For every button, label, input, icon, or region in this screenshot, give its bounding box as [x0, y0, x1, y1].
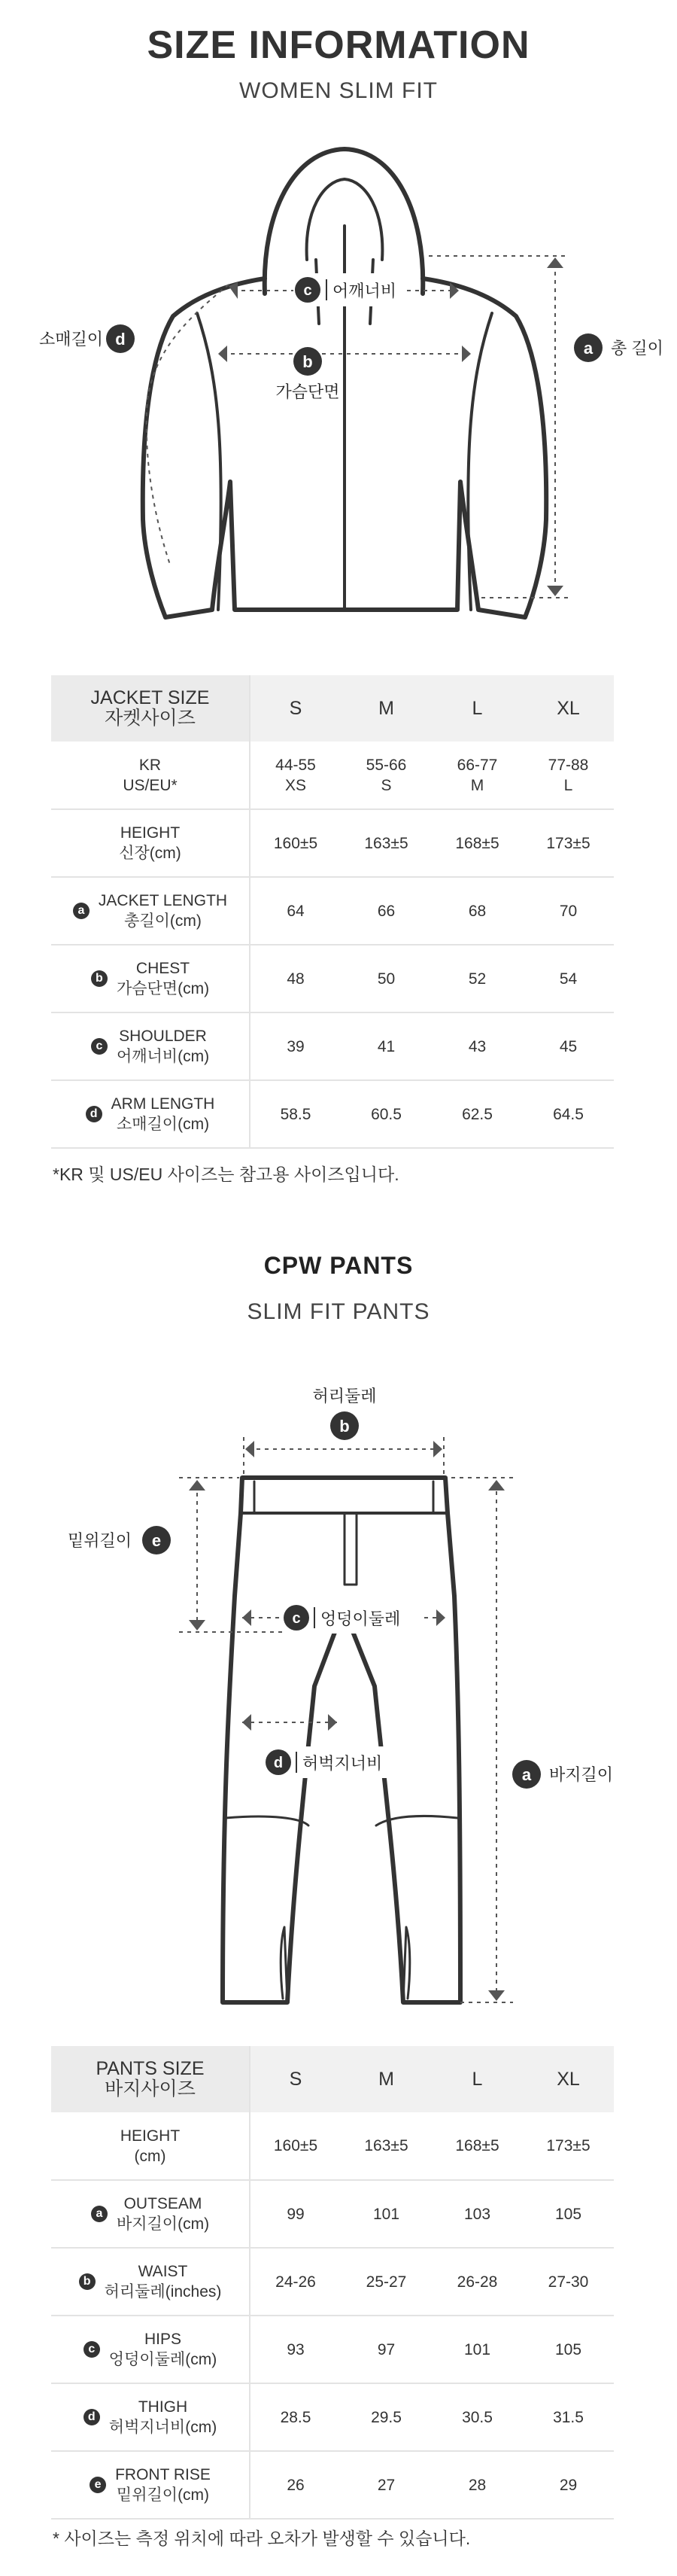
- pants-badge-e-letter: e: [151, 1531, 162, 1550]
- row-label: [51, 1080, 250, 1148]
- row-label-line1: JACKET LENGTH: [98, 892, 228, 909]
- pants-thigh-arrow-left: [242, 1714, 251, 1731]
- row-label-line2: 어깨너비(cm): [116, 1048, 210, 1065]
- cell: 105: [523, 2316, 614, 2383]
- row-label-line1: CHEST: [135, 960, 190, 977]
- row-label: [51, 741, 250, 809]
- cell: 60.5: [341, 1080, 432, 1148]
- cell: 160±5: [250, 809, 341, 877]
- cell: 168±5: [432, 2112, 523, 2180]
- row-badge: b: [79, 2273, 96, 2290]
- table-row: [51, 945, 614, 1012]
- pants-outseam-label: 바지길이: [549, 1765, 614, 1784]
- jacket-size-table: [51, 675, 614, 1149]
- cell: 64: [250, 877, 341, 945]
- pants-rise-arrow-top: [189, 1480, 205, 1490]
- pants-section-subtitle: SLIM FIT PANTS: [247, 1299, 430, 1324]
- pants-thigh-label: 허벅지너비: [302, 1754, 383, 1773]
- cell: 163±5: [341, 809, 432, 877]
- row-label-line2: 바지길이(cm): [116, 2215, 210, 2233]
- row-label-line1: WAIST: [138, 2263, 188, 2280]
- pants-badge-b-letter: b: [339, 1417, 350, 1436]
- cell: 62.5: [432, 1080, 523, 1148]
- cell: 68: [432, 877, 523, 945]
- pants-table-header-line1: PANTS SIZE: [96, 2058, 205, 2079]
- jacket-table-size-s: S: [250, 675, 341, 741]
- row-label: [51, 2248, 250, 2316]
- cell: 48: [250, 945, 341, 1012]
- cell: 160±5: [250, 2112, 341, 2180]
- pants-table-size-xl: XL: [523, 2046, 614, 2112]
- row-label: [51, 945, 250, 1012]
- cell: 29: [523, 2451, 614, 2519]
- row-label-line1: SHOULDER: [119, 1028, 207, 1045]
- jacket-badge-a-letter: a: [583, 339, 594, 358]
- pants-badge-a-letter: a: [521, 1765, 532, 1784]
- cell: 163±5: [341, 2112, 432, 2180]
- row-label-line2: 밑위길이(cm): [116, 2486, 210, 2504]
- row-label-line2: 허리둘레(inches): [104, 2283, 222, 2300]
- cell: 173±5: [523, 809, 614, 877]
- pants-table-size-l: L: [432, 2046, 523, 2112]
- jacket-badge-c-letter: c: [303, 282, 312, 299]
- cell: 25-27: [341, 2248, 432, 2316]
- cell: 97: [341, 2316, 432, 2383]
- row-label-line1: HEIGHT: [120, 2127, 181, 2145]
- pants-hip-label: 엉덩이둘레: [320, 1609, 401, 1628]
- pants-size-note: * 사이즈는 측정 위치에 따라 오차가 발생할 수 있습니다.: [53, 2529, 471, 2548]
- pants-waist-arrow-left: [245, 1441, 254, 1457]
- pants-hip-arrow-left: [242, 1609, 251, 1626]
- row-label-line1: THIGH: [138, 2398, 188, 2416]
- cell: 66: [341, 877, 432, 945]
- cell: [341, 741, 432, 809]
- pants-fly: [345, 1513, 357, 1585]
- table-row: [51, 2383, 614, 2451]
- table-row: [51, 2316, 614, 2383]
- jacket-size-note: *KR 및 US/EU 사이즈는 참고용 사이즈입니다.: [53, 1165, 399, 1184]
- cell: 52: [432, 945, 523, 1012]
- row-badge: b: [91, 970, 108, 987]
- cell: 26: [250, 2451, 341, 2519]
- table-row: [51, 809, 614, 877]
- cell-line1: 55-66: [366, 756, 407, 774]
- jacket-table-size-l: L: [432, 675, 523, 741]
- cell: 31.5: [523, 2383, 614, 2451]
- cell: [250, 741, 341, 809]
- cell-line2: S: [381, 776, 392, 794]
- pants-waist-arrow-right: [433, 1441, 442, 1457]
- jacket-badge-d-letter: d: [115, 330, 126, 349]
- table-row: [51, 741, 614, 809]
- row-label-line2: 가슴단면(cm): [116, 980, 210, 997]
- row-label: [51, 809, 250, 877]
- table-row: [51, 2112, 614, 2180]
- row-label: [51, 1012, 250, 1080]
- cell: 26-28: [432, 2248, 523, 2316]
- pants-table-header-line2: 바지사이즈: [105, 2078, 196, 2099]
- cell-line1: 77-88: [548, 756, 589, 774]
- pants-table-header-label: [51, 2046, 250, 2112]
- cell: 58.5: [250, 1080, 341, 1148]
- cell: [523, 741, 614, 809]
- pants-table-header: [51, 2046, 614, 2112]
- row-label: [51, 2180, 250, 2248]
- jacket-length-label: 총 길이: [611, 339, 663, 358]
- jacket-section-title: SIZE INFORMATION: [147, 23, 530, 67]
- row-badge: c: [83, 2341, 100, 2358]
- row-badge: e: [90, 2477, 106, 2493]
- pants-size-table: [51, 2046, 614, 2520]
- cell: 103: [432, 2180, 523, 2248]
- pants-table-size-s: S: [250, 2046, 341, 2112]
- cell: 28: [432, 2451, 523, 2519]
- cell-line1: 66-77: [457, 756, 498, 774]
- row-label-line2: 허벅지너비(cm): [108, 2419, 217, 2436]
- jacket-shoulder-label: 어깨너비: [332, 282, 397, 300]
- table-row: [51, 2451, 614, 2519]
- cell: 93: [250, 2316, 341, 2383]
- cell: 105: [523, 2180, 614, 2248]
- cell: 101: [432, 2316, 523, 2383]
- pants-section-title: CPW PANTS: [263, 1252, 414, 1279]
- cell: 173±5: [523, 2112, 614, 2180]
- table-row: [51, 2248, 614, 2316]
- row-label-line1: ARM LENGTH: [111, 1095, 215, 1113]
- pants-outseam-arrow-bottom: [488, 1990, 505, 2001]
- row-label-line1: KR: [138, 756, 162, 774]
- pants-badge-d-letter: d: [273, 1755, 284, 1771]
- cell: 24-26: [250, 2248, 341, 2316]
- pants-knee-seam: [226, 1816, 457, 1825]
- cell-line2: M: [470, 776, 484, 794]
- jacket-chest-arrow-left: [218, 346, 227, 362]
- row-label: [51, 2316, 250, 2383]
- row-label: [51, 2451, 250, 2519]
- jacket-table-header: [51, 675, 614, 741]
- pants-rise-arrow-bottom: [189, 1620, 205, 1631]
- jacket-length-arrow-top: [547, 257, 563, 268]
- cell: 168±5: [432, 809, 523, 877]
- row-label: [51, 2112, 250, 2180]
- cell: 28.5: [250, 2383, 341, 2451]
- jacket-table-header-line1: JACKET SIZE: [90, 687, 210, 708]
- row-badge: c: [91, 1038, 108, 1055]
- row-label: [51, 2383, 250, 2451]
- cell: 64.5: [523, 1080, 614, 1148]
- pants-rise-label: 밑위길이: [68, 1531, 132, 1550]
- row-badge: d: [83, 2409, 100, 2425]
- jacket-table-header-line2: 자켓사이즈: [105, 708, 196, 729]
- cell: 39: [250, 1012, 341, 1080]
- table-row: [51, 2180, 614, 2248]
- pants-badge-c-letter: c: [292, 1610, 301, 1627]
- jacket-sleeve-measure-line: [147, 285, 229, 565]
- cell: 27: [341, 2451, 432, 2519]
- jacket-table-size-m: M: [341, 675, 432, 741]
- row-label-line2: 신장(cm): [119, 845, 181, 862]
- jacket-diagram: [0, 128, 677, 640]
- cell-line2: XS: [284, 776, 306, 794]
- cell: 50: [341, 945, 432, 1012]
- row-badge: a: [73, 903, 90, 919]
- row-label-line2: 소매길이(cm): [116, 1116, 210, 1133]
- row-label-line1: OUTSEAM: [123, 2195, 202, 2212]
- jacket-table-header-label: [51, 675, 250, 741]
- table-row: [51, 1080, 614, 1148]
- pants-hem-slits: [281, 1927, 410, 2002]
- row-label-line1: HEIGHT: [120, 824, 181, 842]
- cell: 27-30: [523, 2248, 614, 2316]
- pants-outline: [223, 1478, 460, 2002]
- row-label-line2: 총길이(cm): [124, 912, 202, 930]
- cell-line2: L: [563, 776, 573, 794]
- pants-thigh-arrow-right: [328, 1714, 337, 1731]
- row-label: [51, 877, 250, 945]
- row-label-line1: FRONT RISE: [115, 2466, 211, 2483]
- jacket-badge-b-letter: b: [302, 352, 313, 371]
- pants-outseam-arrow-top: [488, 1480, 505, 1490]
- jacket-section-subtitle: WOMEN SLIM FIT: [239, 78, 438, 103]
- cell: 99: [250, 2180, 341, 2248]
- row-badge: d: [86, 1106, 102, 1122]
- cell: 70: [523, 877, 614, 945]
- cell: 54: [523, 945, 614, 1012]
- row-label-line2: 엉덩이둘레(cm): [108, 2351, 217, 2368]
- jacket-chest-arrow-right: [462, 346, 471, 362]
- pants-table-size-m: M: [341, 2046, 432, 2112]
- cell: 29.5: [341, 2383, 432, 2451]
- jacket-sleeve-label: 소매길이: [39, 330, 104, 349]
- cell: 30.5: [432, 2383, 523, 2451]
- cell: 41: [341, 1012, 432, 1080]
- table-row: [51, 1012, 614, 1080]
- cell: [432, 741, 523, 809]
- jacket-chest-label: 가슴단면: [275, 382, 340, 401]
- cell: 43: [432, 1012, 523, 1080]
- row-label-line1: HIPS: [144, 2331, 181, 2348]
- cell: 45: [523, 1012, 614, 1080]
- pants-waist-label: 허리둘레: [312, 1387, 377, 1405]
- cell: 101: [341, 2180, 432, 2248]
- row-badge: a: [91, 2206, 108, 2222]
- table-row: [51, 877, 614, 945]
- row-label-line2: (cm): [134, 2147, 166, 2165]
- pants-hip-arrow-right: [436, 1609, 445, 1626]
- jacket-length-arrow-bottom: [547, 586, 563, 596]
- cell-line1: 44-55: [275, 756, 316, 774]
- pants-diagram: [0, 1355, 677, 2017]
- row-label-line2: US/EU*: [123, 776, 178, 794]
- jacket-table-size-xl: XL: [523, 675, 614, 741]
